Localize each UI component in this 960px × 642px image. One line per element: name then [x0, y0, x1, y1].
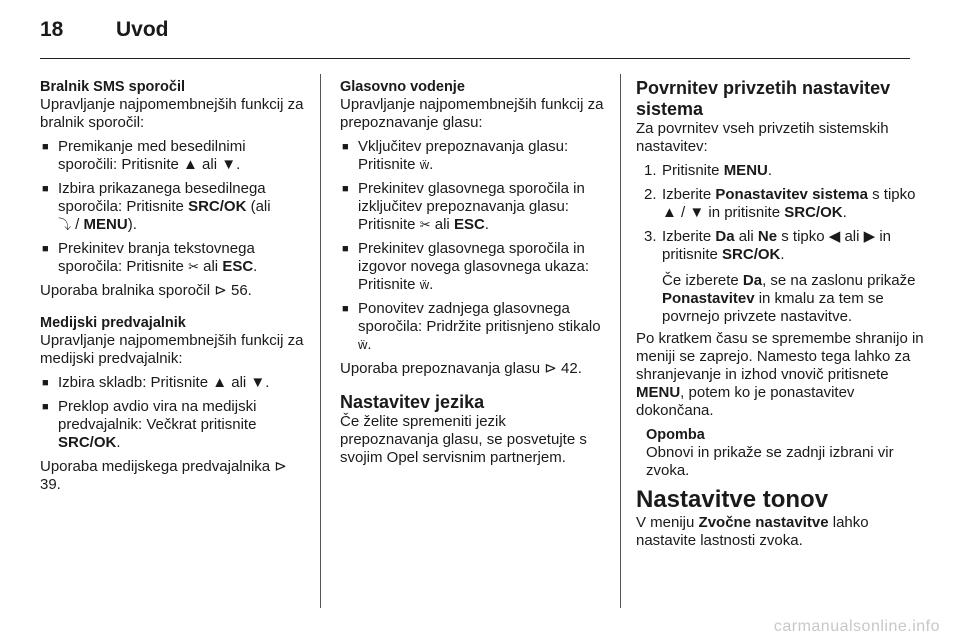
media-intro: Upravljanje najpomembnejših funkcij za medijski predvajalnik:: [40, 332, 304, 367]
column-divider-1: [320, 74, 321, 608]
reset-title: Povrnitev privzetih nastavitev sistema: [636, 78, 891, 119]
step-item: 1. Pritisnite MENU.: [636, 162, 926, 180]
tone-title: Nastavitve tonov: [636, 486, 829, 513]
language-text: Če želite spremeniti jezik prepoznavanja glasu, se posvetujte s svojim Opel servisnim partnerjem.: [340, 413, 587, 466]
column-3: [636, 78, 926, 550]
note-box: [636, 426, 926, 480]
step-3-detail: Če izberete Da, se na zaslonu prikaže Ponastavitev in kmalu za tem se povrnejo privzete nastavitve.: [662, 272, 916, 325]
back-arrow-icon: ⤵: [58, 217, 72, 232]
media-title: Medijski predvajalnik: [40, 315, 186, 331]
voice-list: [340, 138, 608, 354]
voice-intro: Upravljanje najpomembnejših funkcij za prepoznavanje glasu:: [340, 96, 604, 131]
list-item: ■ Ponovitev zadnjega glasovnega sporočila: Pridržite pritisnjeno stikalo ẅ.: [340, 300, 608, 354]
note-title: Opomba: [646, 427, 705, 443]
language-title: Nastavitev jezika: [340, 392, 485, 412]
step-item: 2. Izberite Ponastavitev sistema s tipko ▲ / ▼ in pritisnite SRC/OK.: [636, 186, 926, 222]
section-title: Uvod: [116, 18, 169, 41]
voice-reference: Uporaba prepoznavanja glasu ⊳ 42.: [340, 360, 582, 377]
list-item: ■ Premikanje med besedilnimi sporočili: Pritisnite ▲ ali ▼.: [40, 138, 308, 174]
reset-steps: [636, 162, 926, 326]
voice-icon: ẅ: [358, 337, 368, 352]
column-1: [40, 78, 308, 494]
list-item: ■ Prekinitev glasovnega sporočila in izključitev prepoznavanja glasu: Pritisnite ✂ ali ESC.: [340, 180, 608, 234]
voice-icon: ẅ: [419, 157, 430, 172]
sms-reference: Uporaba bralnika sporočil ⊳ 56.: [40, 282, 252, 299]
column-divider-2: [620, 74, 621, 608]
step-item: 3. Izberite Da ali Ne s tipko ◀ ali ▶ in pritisnite SRC/OK. Če izberete Da, se na zaslonu prikaže Ponastavitev in kmalu za tem se povrnejo privzete nastavitve.: [636, 228, 926, 326]
list-item: ■ Vključitev prepoznavanja glasu: Pritisnite ẅ.: [340, 138, 608, 174]
voice-title: Glasovno vodenje: [340, 79, 465, 95]
media-list: [40, 374, 308, 452]
list-item: ■ Izbira prikazanega besedilnega sporočila: Pritisnite SRC/OK (ali ⤵ / MENU).: [40, 180, 308, 234]
sms-title: Bralnik SMS sporočil: [40, 79, 186, 95]
mute-icon: ✂: [188, 259, 199, 274]
mute-icon: ✂: [419, 217, 431, 232]
list-item: ■ Prekinitev branja tekstovnega sporočila: Pritisnite ✂ ali ESC.: [40, 240, 308, 276]
note-text: Obnovi in prikaže se zadnji izbrani vir zvoka.: [646, 444, 894, 479]
reset-after: Po kratkem času se spremembe shranijo in meniji se zaprejo. Namesto tega lahko za shranjevanje in izhod vnovič pritisnete MENU, potem ko je ponastavitev dokončana.: [636, 330, 924, 419]
column-2: [340, 78, 608, 467]
media-reference: Uporaba medijskega predvajalnika ⊳ 39.: [40, 458, 287, 493]
page-number: 18: [40, 18, 64, 41]
page-header: [40, 18, 169, 42]
sms-intro: Upravljanje najpomembnejših funkcij za bralnik sporočil:: [40, 96, 304, 131]
reset-intro: Za povrnitev vseh privzetih sistemskih nastavitev:: [636, 120, 889, 155]
list-item: ■ Preklop avdio vira na medijski predvajalnik: Večkrat pritisnite SRC/OK.: [40, 398, 308, 452]
watermark: carmanualsonline.info: [773, 618, 940, 635]
voice-icon: ẅ: [419, 277, 430, 292]
list-item: ■ Izbira skladb: Pritisnite ▲ ali ▼.: [40, 374, 308, 392]
tone-text: V meniju Zvočne nastavitve lahko nastavite lastnosti zvoka.: [636, 514, 869, 549]
sms-list: [40, 138, 308, 276]
header-rule: [40, 58, 910, 59]
list-item: ■ Prekinitev glasovnega sporočila in izgovor novega glasovnega ukaza: Pritisnite ẅ.: [340, 240, 608, 294]
